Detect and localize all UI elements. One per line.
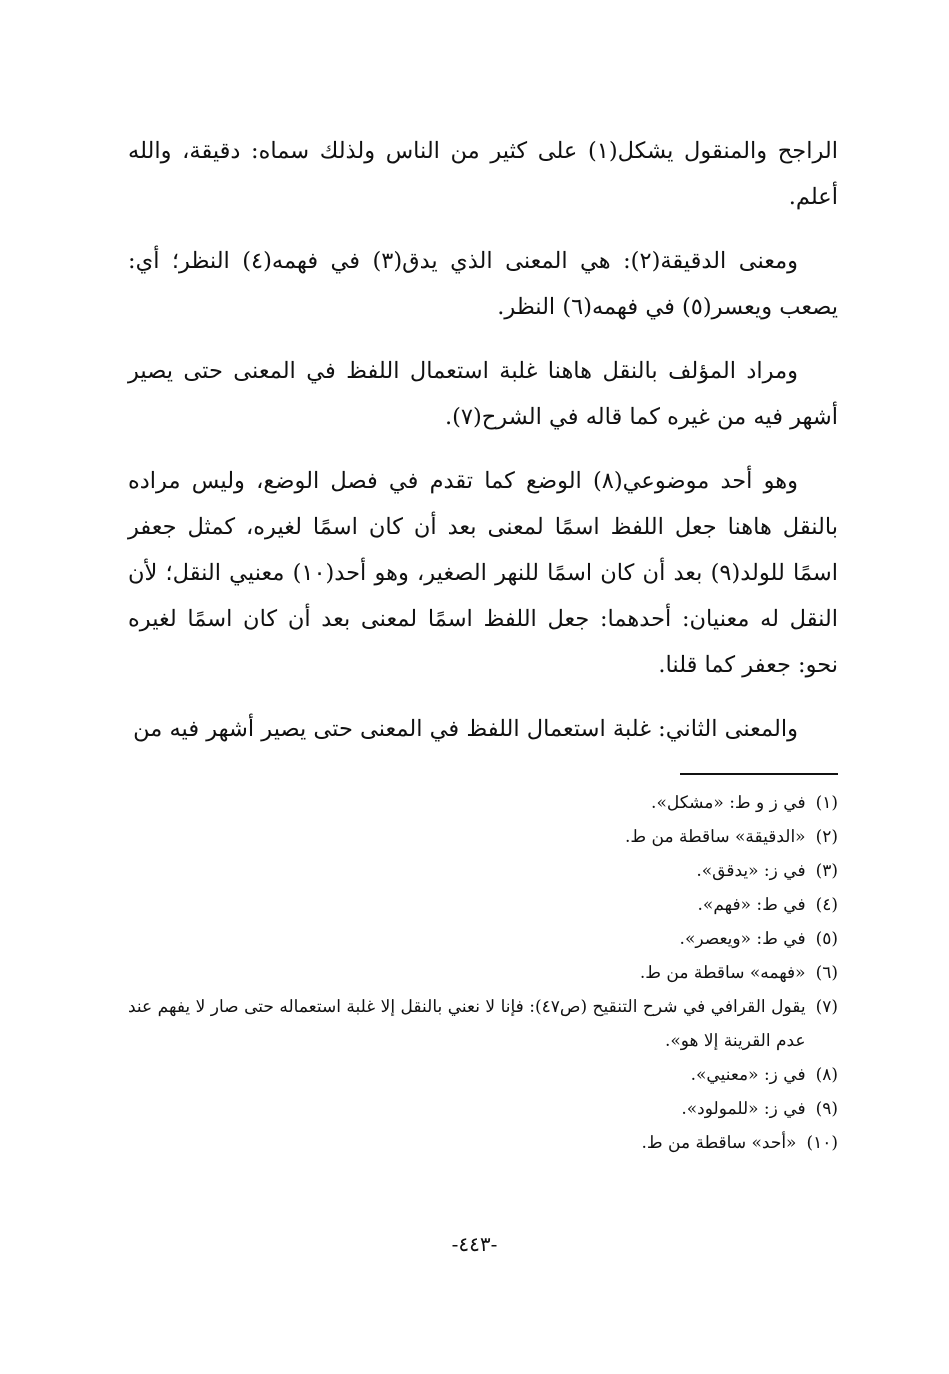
footnote-text: في ز: «معنيي». [690,1065,806,1085]
footnote-text: في ز: «للمولود». [681,1099,806,1119]
footnote-number: (٣) [815,861,838,881]
footnote-number: (٦) [815,963,838,983]
paragraph: ومراد المؤلف بالنقل هاهنا غلبة استعمال اللفظ في المعنى حتى يصير أشهر فيه من غيره كما قاله في الشرح(٧). [128,358,838,430]
footnote-text: في ز و ط: «مشكل». [651,793,806,813]
footnote [128,956,838,990]
footnote [128,820,838,854]
footnote-text: في ط: «ويعصر». [679,929,806,949]
footnote [128,786,838,820]
paragraph: ومعنى الدقيقة(٢): هي المعنى الذي يدق(٣) في فهمه(٤) النظر؛ أي: يصعب ويعسر(٥) في فهمه(٦) النظر. [128,248,838,320]
footnote [128,1058,838,1092]
footnote-number: (٧) [815,997,838,1017]
paragraph: والمعنى الثاني: غلبة استعمال اللفظ في المعنى حتى يصير أشهر فيه من [133,716,798,742]
paragraph: الراجح والمنقول يشكل(١) على كثير من الناس ولذلك سماه: دقيقة، والله أعلم. [128,138,838,210]
footnote-text: يقول القرافي في شرح التنقيح (ص٤٧): فإنا لا نعني بالنقل إلا غلبة استعماله حتى صار لا يفهم عند عدم القرينة إلا هو». [128,997,806,1051]
main-text [128,128,838,770]
footnote-number: (٤) [815,895,838,915]
footnote-text: «فهمه» ساقطة من ط. [639,963,806,983]
footnote-number: (١) [815,793,838,813]
footnote [128,1126,838,1160]
footnote-number: (٨) [815,1065,838,1085]
footnote-text: «أحد» ساقطة من ط. [641,1133,797,1153]
footnotes [128,786,838,1160]
paragraph: وهو أحد موضوعي(٨) الوضع كما تقدم في فصل الوضع، وليس مراده بالنقل هاهنا جعل اللفظ اسمًا لمعنى بعد أن كان اسمًا لغيره، كمثل جعفر اسمًا للولد(٩) بعد أن كان اسمًا للنهر الصغير، وهو أحد(١٠) معنيي النقل؛ لأن النقل له معنيان: أحدهما: جعل اللفظ اسمًا لمعنى بعد أن كان اسمًا لغيره نحو: جعفر كما قلنا. [128,468,838,678]
page-number: -٤٤٣- [451,1232,498,1256]
footnote-text: «الدقيقة» ساقطة من ط. [624,827,806,847]
footnote-number: (٥) [815,929,838,949]
footnote-text: في ط: «فهم». [697,895,806,915]
footnote [128,888,838,922]
footnote-text: في ز: «يدقق». [696,861,806,881]
footnote-number: (٢) [815,827,838,847]
footnote [128,854,838,888]
footnote [128,922,838,956]
footnote [128,1092,838,1126]
footnote-number: (٩) [815,1099,838,1119]
footnote [128,990,838,1058]
footnote-separator [680,773,838,775]
footnote-number: (١٠) [806,1133,838,1153]
